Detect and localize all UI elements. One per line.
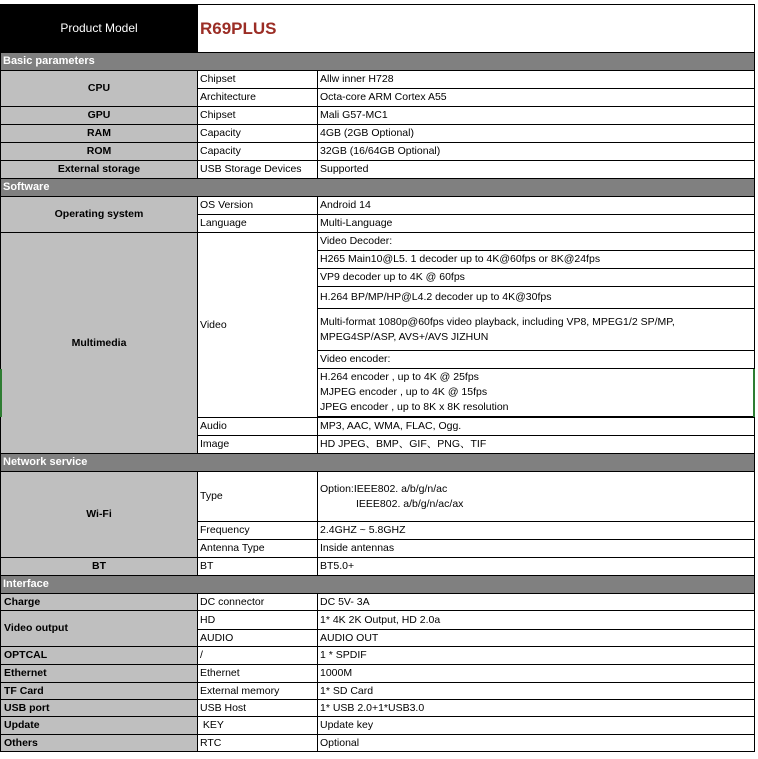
rtc-label: RTC [198,735,318,752]
wifi-frequency-label: Frequency [198,522,318,540]
section-interface: Interface [1,576,755,594]
table-row [1,700,755,717]
wifi-frequency-value: 2.4GHZ ~ 5.8GHZ [318,522,755,540]
external-storage-value: Supported [318,161,755,179]
table-row [1,71,755,89]
others-category: Others [1,735,198,752]
video-encoder-heading: Video encoder: [318,351,755,369]
external-storage-label: USB Storage Devices [198,161,318,179]
table-row [1,107,755,125]
table-row [1,558,755,576]
cpu-chipset-value: Allw inner H728 [318,71,755,89]
ethernet-label: Ethernet [198,665,318,683]
table-row [1,233,755,251]
encoder-line-3: JPEG encoder , up to 8K x 8K resolution [320,401,509,413]
external-memory-label: External memory [198,683,318,700]
product-model-label: Product Model [1,5,198,53]
audio-out-label: AUDIO [198,630,318,647]
wifi-type-line-1: Option:IEEE802. a/b/g/n/ac [320,482,448,495]
table-row [1,665,755,683]
hd-value: 1* 4K 2K Output, HD 2.0a [318,611,755,630]
selection-edge-right [753,369,755,417]
audio-label: Audio [198,418,318,436]
rom-capacity-label: Capacity [198,143,318,161]
table-row [1,611,755,630]
dc-connector-value: DC 5V- 3A [318,594,755,611]
language-value: Multi-Language [318,215,755,233]
h264-decoder-value: H.264 BP/MP/HP@L4.2 decoder up to 4K@30fps [318,287,755,309]
video-label: Video [198,233,318,418]
optcal-label: / [198,647,318,665]
multi-format-line-1: Multi-format 1080p@60fps video playback, including VP8, MPEG1/2 SP/MP, [320,315,675,328]
language-label: Language [198,215,318,233]
update-key-value: Update key [318,717,755,735]
image-label: Image [198,436,318,454]
bt-category: BT [1,558,198,576]
operating-system-category: Operating system [1,197,198,233]
bt-value: BT5.0+ [318,558,755,576]
update-category: Update [1,717,198,735]
wifi-type-value [318,472,755,522]
usb-host-value: 1* USB 2.0+1*USB3.0 [318,700,755,717]
optcal-value: 1 * SPDIF [318,647,755,665]
product-model-value: R69PLUS [198,5,755,53]
wifi-type-line-2: IEEE802. a/b/g/n/ac/ax [356,497,464,510]
section-network-service: Network service [1,454,755,472]
hd-label: HD [198,611,318,630]
usb-port-category: USB port [1,700,198,717]
cpu-category: CPU [1,71,198,107]
cpu-architecture-label: Architecture [198,89,318,107]
video-encoder-values [318,369,755,417]
spec-table [0,4,755,752]
os-version-value: Android 14 [318,197,755,215]
table-row [1,717,755,735]
table-row [1,472,755,522]
encoder-line-2: MJPEG encoder , up to 4K @ 15fps [320,386,488,398]
table-row [1,735,755,752]
optcal-category: OPTCAL [1,647,198,665]
table-row [1,683,755,700]
tf-card-category: TF Card [1,683,198,700]
table-row [1,125,755,143]
ram-capacity-value: 4GB (2GB Optional) [318,125,755,143]
encoder-line-1: H.264 encoder , up to 4K @ 25fps [320,371,479,383]
audio-out-value: AUDIO OUT [318,630,755,647]
external-storage-category: External storage [1,161,198,179]
gpu-chipset-label: Chipset [198,107,318,125]
antenna-type-value: Inside antennas [318,540,755,558]
os-version-label: OS Version [198,197,318,215]
multimedia-category: Multimedia [1,233,198,454]
selection-edge-left [0,369,2,417]
rom-capacity-value: 32GB (16/64GB Optional) [318,143,755,161]
table-row [1,143,755,161]
cpu-architecture-value: Octa-core ARM Cortex A55 [318,89,755,107]
ram-category: RAM [1,125,198,143]
key-label: KEY [198,717,318,735]
ethernet-value: 1000M [318,665,755,683]
table-row [1,197,755,215]
section-basic-parameters: Basic parameters [1,53,755,71]
multi-format-line-2: MPEG4SP/ASP, AVS+/AVS JIZHUN [320,330,489,343]
bt-label: BT [198,558,318,576]
image-value: HD JPEG、BMP、GIF、PNG、TIF [318,436,755,454]
external-memory-value: 1* SD Card [318,683,755,700]
wifi-type-label: Type [198,472,318,522]
rom-category: ROM [1,143,198,161]
vp9-decoder-value: VP9 decoder up to 4K @ 60fps [318,269,755,287]
gpu-category: GPU [1,107,198,125]
table-row [1,647,755,665]
audio-value: MP3, AAC, WMA, FLAC, Ogg. [318,418,755,436]
wifi-category: Wi-Fi [1,472,198,558]
cpu-chipset-label: Chipset [198,71,318,89]
video-output-category: Video output [1,611,198,647]
multi-format-playback-value [318,309,755,351]
table-row [1,594,755,611]
rtc-value: Optional [318,735,755,752]
table-row [1,161,755,179]
spec-sheet [0,4,754,752]
h265-decoder-value: H265 Main10@L5. 1 decoder up to 4K@60fps or 8K@24fps [318,251,755,269]
video-decoder-heading: Video Decoder: [318,233,755,251]
ethernet-category: Ethernet [1,665,198,683]
ram-capacity-label: Capacity [198,125,318,143]
product-model-row [1,5,755,53]
gpu-chipset-value: Mali G57-MC1 [318,107,755,125]
usb-host-label: USB Host [198,700,318,717]
charge-category: Charge [1,594,198,611]
dc-connector-label: DC connector [198,594,318,611]
antenna-type-label: Antenna Type [198,540,318,558]
section-software: Software [1,179,755,197]
